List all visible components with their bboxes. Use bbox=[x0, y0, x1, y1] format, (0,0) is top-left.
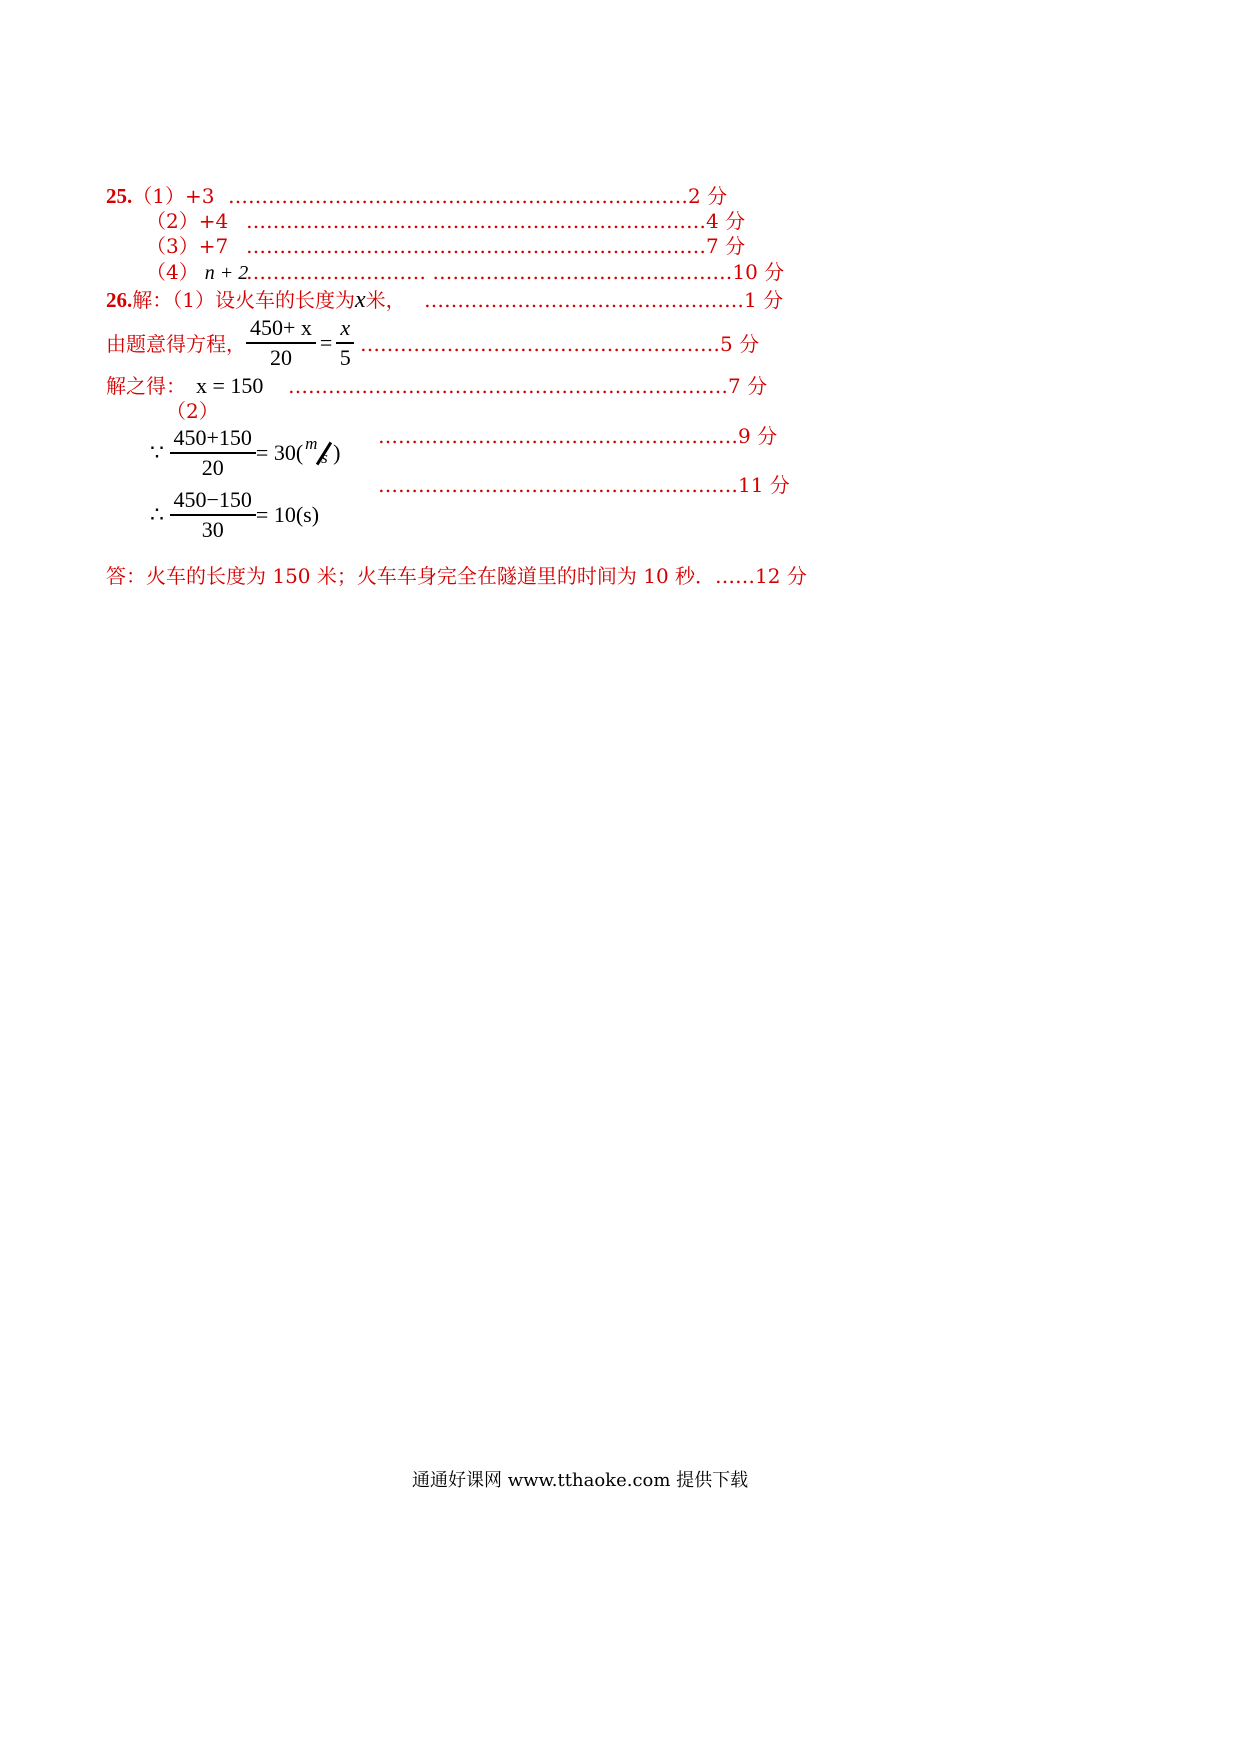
equation-2 bbox=[150, 424, 340, 482]
q25-row-1 bbox=[106, 184, 214, 208]
score: 2 分 bbox=[688, 184, 728, 208]
score: 1 分 bbox=[744, 288, 784, 312]
numerator: 450−150 bbox=[170, 486, 256, 516]
solution-text: 由题意得方程， bbox=[106, 332, 246, 356]
q26-line-3 bbox=[106, 374, 263, 398]
unit-numerator: m bbox=[305, 434, 318, 453]
therefore-symbol: ∴ bbox=[150, 502, 164, 527]
score: 4 分 bbox=[706, 209, 746, 233]
q26-line-4-dots bbox=[378, 424, 777, 448]
fraction bbox=[336, 314, 354, 372]
leader-dots: ……………………… ……………………………………… bbox=[246, 260, 733, 284]
q26-line-2-text bbox=[106, 332, 246, 356]
q25-row-3-dots bbox=[246, 234, 745, 258]
fraction bbox=[170, 486, 256, 544]
q26-line-1 bbox=[106, 288, 406, 312]
solution-text: 解之得： bbox=[106, 374, 186, 398]
equation-1 bbox=[246, 314, 354, 372]
score: 7 分 bbox=[706, 234, 746, 258]
because-symbol: ∵ bbox=[150, 440, 164, 465]
numerator: 450+ x bbox=[246, 314, 316, 344]
fraction bbox=[246, 314, 316, 372]
close-paren: ) bbox=[333, 440, 341, 465]
q26-line-3-dots bbox=[288, 374, 767, 398]
score: 9 分 bbox=[738, 424, 778, 448]
question-number: 25. bbox=[106, 184, 133, 208]
result: = 10(s) bbox=[255, 502, 320, 527]
leader-dots: …………………………………………………………… bbox=[228, 184, 688, 208]
leader-dots: ……………………………………………… bbox=[378, 473, 738, 497]
q26-line-2-dots bbox=[360, 332, 759, 356]
leader-dots: ………………………………………………………… bbox=[288, 374, 728, 398]
score: 11 分 bbox=[738, 473, 790, 497]
q25-row-4 bbox=[146, 260, 248, 285]
leader-dots: …………………………………………………………… bbox=[246, 209, 706, 233]
equation-3 bbox=[150, 486, 319, 544]
q26-line-1-dots bbox=[424, 288, 783, 312]
denominator: 20 bbox=[269, 345, 292, 370]
leader-dots: ………………………………………… bbox=[424, 288, 744, 312]
unit-fraction bbox=[303, 436, 333, 470]
denominator: 20 bbox=[201, 455, 224, 480]
result: = 30( bbox=[255, 440, 304, 465]
q25-row-1-dots bbox=[228, 184, 727, 208]
numerator: x bbox=[336, 314, 354, 344]
leader-dots: ……………………………………………… bbox=[378, 424, 738, 448]
expression: n + 2 bbox=[204, 262, 249, 284]
fraction bbox=[170, 424, 256, 482]
q25-row-2-dots bbox=[246, 209, 745, 233]
q26-line-5-dots bbox=[378, 473, 790, 497]
solution-text: 解：（1）设火车的长度为 bbox=[132, 288, 355, 312]
part2-label: （2） bbox=[166, 399, 219, 423]
score: 7 分 bbox=[728, 374, 768, 398]
numerator: 450+150 bbox=[170, 424, 256, 454]
q25-row-3 bbox=[146, 234, 228, 258]
item-label: （2）+4 bbox=[146, 209, 229, 233]
score: 5 分 bbox=[720, 332, 760, 356]
score: 10 分 bbox=[732, 260, 785, 284]
q25-row-4-dots bbox=[246, 260, 784, 284]
question-number: 26. bbox=[106, 288, 133, 312]
denominator: 30 bbox=[201, 517, 224, 542]
leader-dots: ……………………………………………… bbox=[360, 332, 720, 356]
item-label: （3）+7 bbox=[146, 234, 229, 258]
answer-line: 答：火车的长度为 150 米；火车车身完全在隧道里的时间为 10 秒．……12 分 bbox=[106, 564, 807, 588]
item-label: （4） bbox=[146, 260, 199, 284]
unit-denominator: s bbox=[321, 448, 328, 467]
item-label: （1）+3 bbox=[132, 184, 215, 208]
leader-dots: …………………………………………………………… bbox=[246, 234, 706, 258]
variable: x bbox=[354, 287, 366, 313]
denominator: 5 bbox=[339, 345, 351, 370]
equals-sign: = bbox=[319, 330, 333, 355]
expression: x = 150 bbox=[196, 373, 264, 398]
footer-text: 通通好课网 www.tthaoke.com 提供下载 bbox=[412, 1470, 749, 1491]
unit-text: 米， bbox=[365, 288, 406, 312]
q25-row-2 bbox=[146, 209, 228, 233]
